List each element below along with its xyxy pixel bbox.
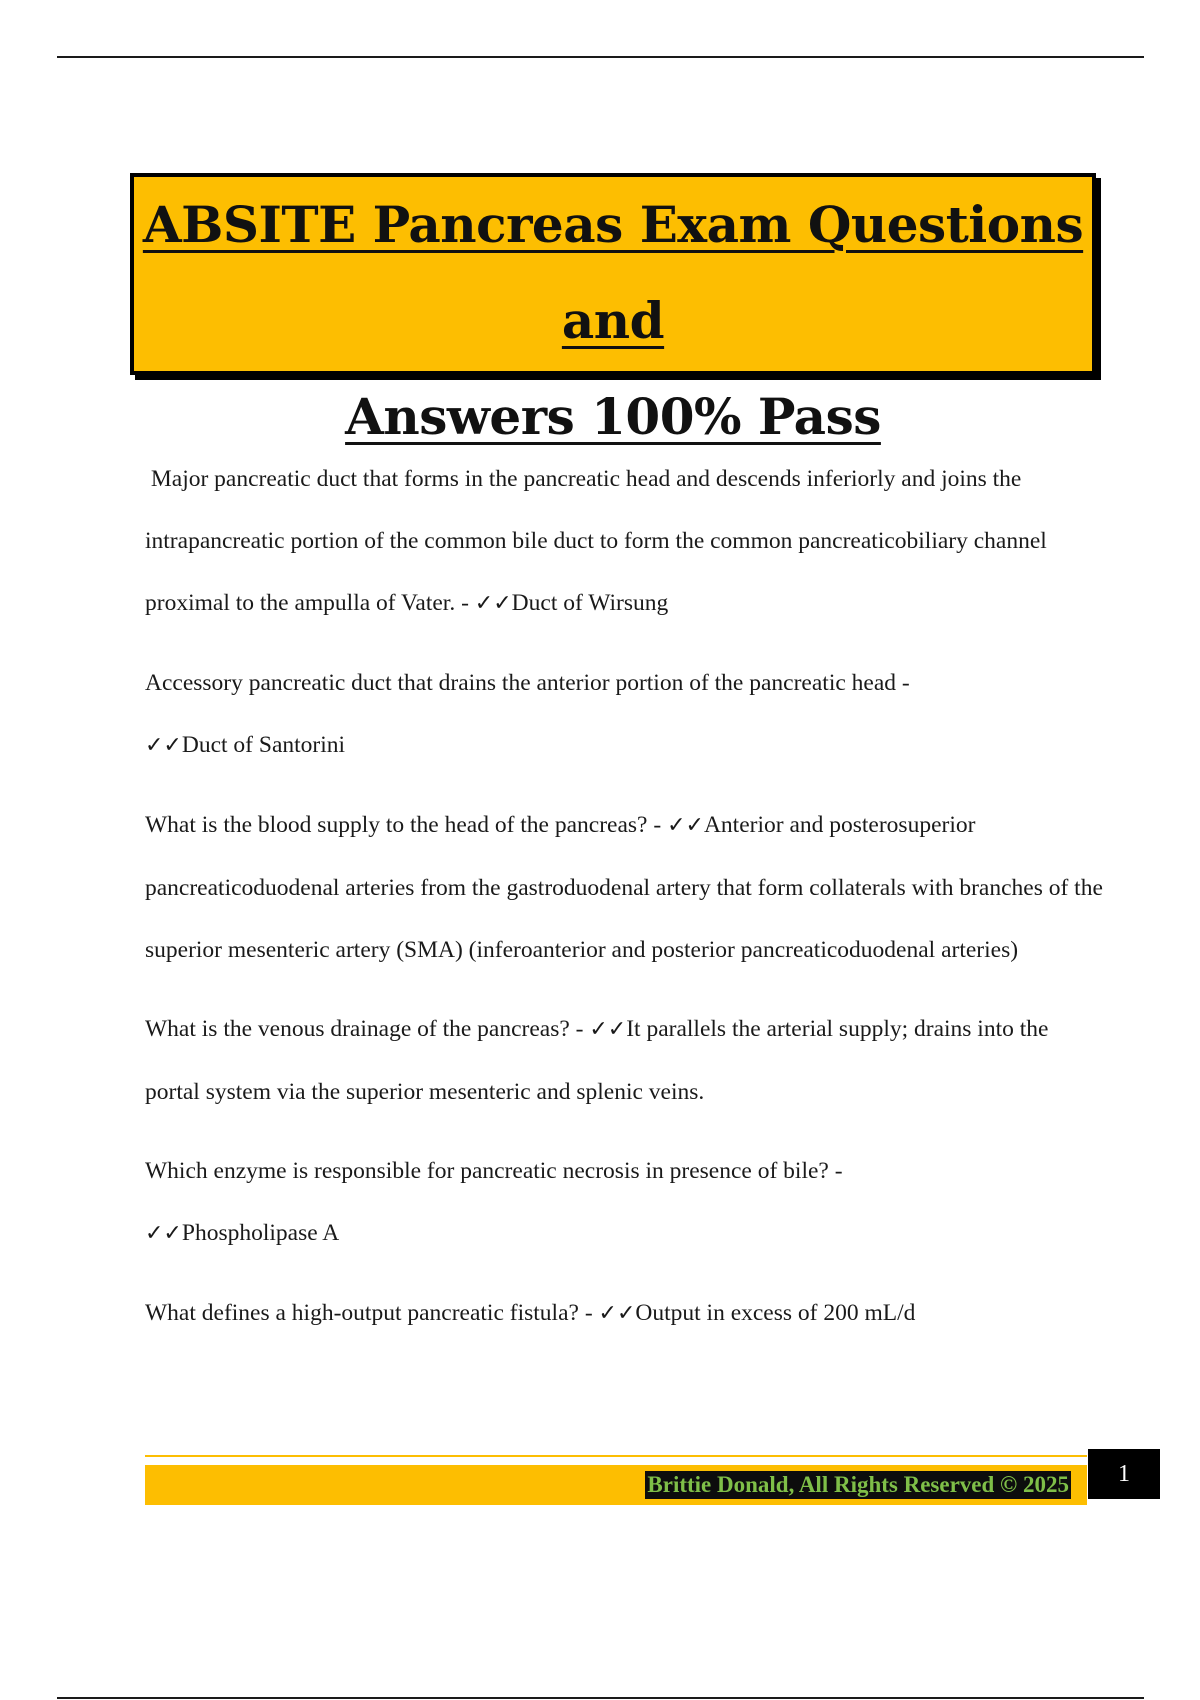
answer-text: Anterior and posterosuperior pancreaticoduodenal arteries from the gastroduodenal artery that form collaterals with branches of the superior mesenteric artery (SMA) (inferoanterior and posterior pancreaticoduodenal arteries): [145, 812, 1103, 963]
answer-text: Duct of Santorini: [181, 732, 346, 758]
answer-text: Output in excess of 200 mL/d: [635, 1300, 916, 1326]
double-check-icon: ✓✓: [589, 1017, 627, 1042]
question-text: What is the venous drainage of the pancreas?: [145, 1016, 570, 1042]
separator: -: [653, 812, 662, 838]
separator: -: [834, 1158, 843, 1184]
bottom-rule: [57, 1697, 1144, 1699]
double-check-icon: ✓✓: [598, 1301, 636, 1326]
answer-text: Duct of Wirsung: [511, 590, 669, 616]
separator: -: [584, 1300, 593, 1326]
separator: -: [461, 590, 469, 616]
footer-bar: [145, 1465, 1087, 1505]
top-rule: [57, 56, 1144, 58]
separator: -: [901, 670, 910, 696]
question-text: What is the blood supply to the head of the pancreas?: [145, 812, 648, 838]
qa-item: [145, 998, 1105, 1123]
document-title-line-2: Answers 100% Pass: [345, 387, 881, 446]
document-title-line-1: ABSITE Pancreas Exam Questions and: [142, 195, 1084, 350]
qa-item: [145, 1282, 1105, 1345]
double-check-icon: ✓✓: [667, 813, 704, 838]
double-check-icon: ✓✓: [145, 733, 182, 758]
double-check-icon: ✓✓: [474, 591, 512, 616]
footer-divider: [145, 1455, 1087, 1457]
question-text: Which enzyme is responsible for pancreatic necrosis in presence of bile?: [145, 1158, 829, 1184]
qa-item: [145, 448, 1105, 635]
qa-list: [145, 448, 1105, 1362]
answer-text: Phospholipase A: [181, 1220, 340, 1246]
question-text: What defines a high-output pancreatic fistula?: [145, 1300, 579, 1326]
separator: -: [575, 1016, 584, 1042]
qa-item: [145, 652, 1105, 777]
footer-copyright: Brittie Donald, All Rights Reserved © 2025: [647, 1472, 1069, 1497]
question-text: Major pancreatic duct that forms in the pancreatic head and descends inferiorly and joins the intrapancreatic portion of the common bile duct to form the common pancreaticobiliary channel proximal to the ampulla of Vater.: [145, 466, 1047, 616]
answer-text: It parallels the arterial supply; drains into the portal system via the superior mesenteric and splenic veins.: [145, 1016, 1049, 1105]
qa-item: [145, 794, 1105, 981]
qa-item: [145, 1140, 1105, 1265]
double-check-icon: ✓✓: [145, 1221, 182, 1246]
title-banner: [130, 173, 1096, 446]
question-text: Accessory pancreatic duct that drains the anterior portion of the pancreatic head: [145, 670, 897, 696]
page-number: 1: [1088, 1449, 1160, 1499]
